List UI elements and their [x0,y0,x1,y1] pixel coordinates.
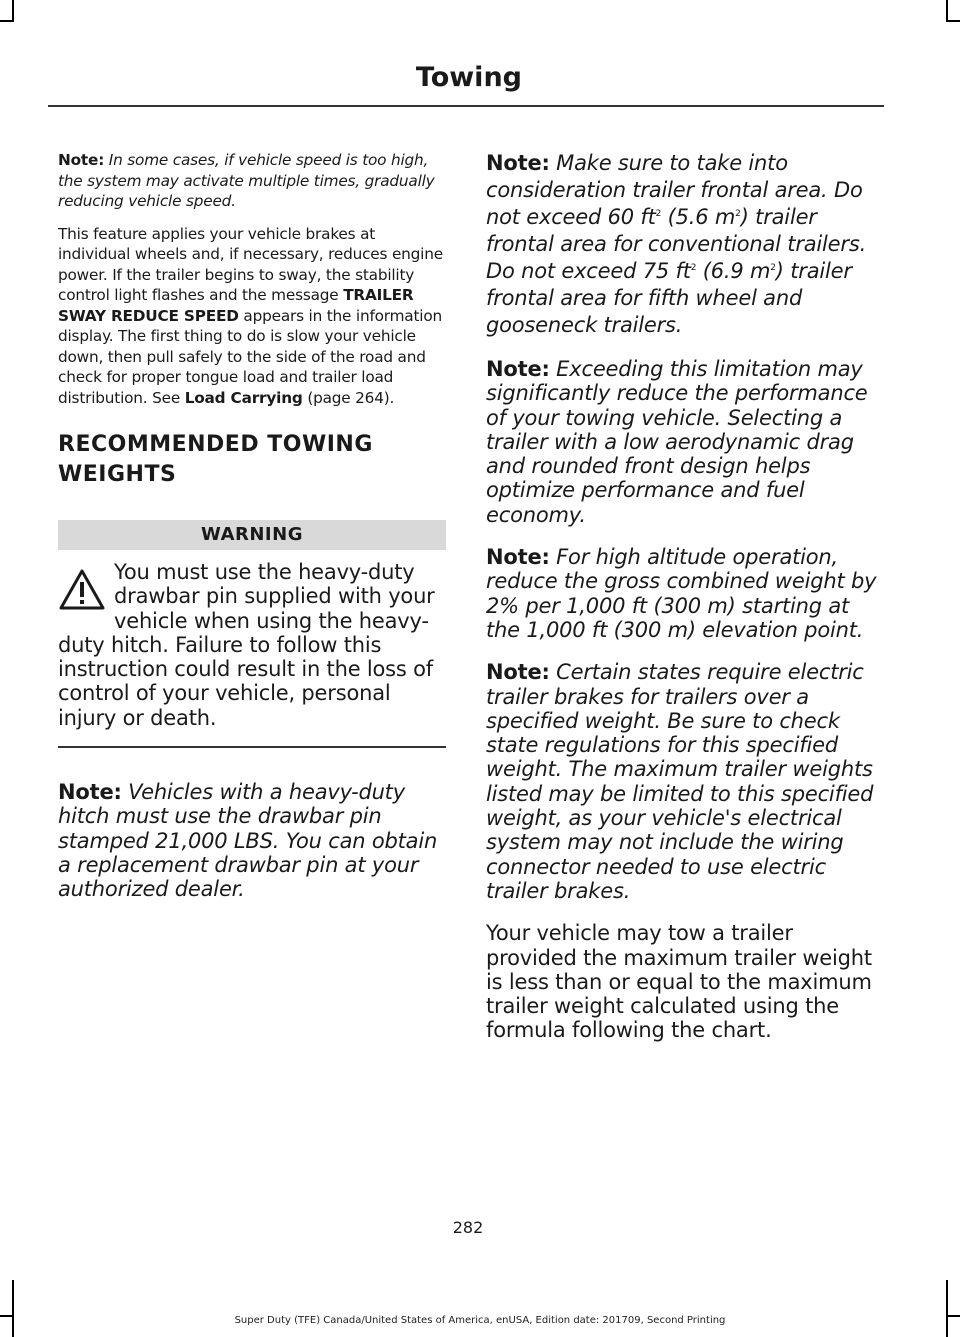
note-text: ) trailer frontal area for fifth wheel and gooseneck trailers. [486,259,852,337]
note-frontal-area [486,150,882,339]
page-reference: (page 264). [302,388,395,407]
note-text: Make sure to take into consideration trailer frontal area. Do not exceed 60 ft [486,151,863,229]
note-electric-brakes [486,660,882,903]
warning-triangle-icon [58,568,106,612]
note-text: (5.6 m [661,205,736,229]
crop-mark [946,20,960,22]
note-label: Note: [486,545,550,570]
note-altitude [486,545,882,642]
note-label: Note: [58,151,105,169]
warning-title: WARNING [58,520,446,550]
crop-mark [12,1280,14,1337]
superscript: 2 [770,263,776,273]
crop-mark [946,0,948,22]
crop-mark [12,0,14,22]
note-drawbar-pin [58,780,446,901]
note-text: Exceeding this limitation may significantly reduce the performance of your towing vehicle. Selecting a trailer with a low aerodynamic drag and rounded front design helps optimize performance and fuel economy. [486,357,868,527]
paragraph-text: This feature applies your vehicle brakes at individual wheels and, if necessary, reduces engine power. If the trailer begins to sway, the stability control light flashes and the message [58,224,443,304]
left-column [58,150,446,924]
page-number: 282 [452,1218,484,1237]
crop-mark [946,1280,948,1337]
load-carrying-link[interactable]: Load Carrying [184,388,303,407]
note-text: ) trailer frontal area for conventional trailers. Do not exceed 75 ft [486,205,867,283]
note-sway-speed [58,150,446,212]
paragraph-text: appears in the information display. The first thing to do is slow your vehicle down, then pull safely to the side of the road and check for proper tongue load and trailer load distribution. See [58,306,442,407]
right-column [486,150,882,1061]
note-label: Note: [486,660,550,685]
note-text: (6.9 m [696,259,771,283]
note-text: For high altitude operation, reduce the gross combined weight by 2% per 1,000 ft (300 m) starting at the 1,000 ft (300 m) elevation point. [486,545,877,642]
page-title: Towing [415,62,522,93]
note-label: Note: [486,151,550,175]
note-label: Note: [486,357,550,381]
note-body [486,151,866,337]
header-divider [48,105,884,107]
note-text: In some cases, if vehicle speed is too high, the system may activate multiple times, gradually reducing vehicle speed. [58,151,435,210]
section-heading: RECOMMENDED TOWING WEIGHTS [58,432,373,487]
superscript: 2 [690,263,697,273]
crop-mark [0,20,14,22]
note-aerodynamic [486,357,882,527]
tow-capacity-paragraph: Your vehicle may tow a trailer provided the maximum trailer weight is less than or equal to the maximum trailer weight calculated using the formula following the chart. [486,921,872,1043]
warning-box [58,560,446,748]
superscript: 2 [655,209,662,219]
note-text: Certain states require electric trailer brakes for trailers over a specified weight. Be sure to check state regulations for this specified weight. The maximum trailer weights listed may be limited to this specified weight, as your vehicle's electrical system may not include the wiring connector needed to use electric trailer brakes. [486,660,874,903]
note-label: Note: [58,780,122,805]
note-text: Vehicles with a heavy-duty hitch must use the drawbar pin stamped 21,000 LBS. You can obtain a replacement drawbar pin at your authorized dealer. [58,780,438,902]
warning-text: You must use the heavy-duty drawbar pin supplied with your vehicle when using the heavy-duty hitch. Failure to follow this instruction could result in the loss of control of your vehicle, personal injury or death. [58,560,435,730]
sway-control-paragraph [58,224,446,409]
display-message: TRAILER SWAY REDUCE SPEED [58,286,414,325]
superscript: 2 [735,209,741,219]
footer-edition: Super Duty (TFE) Canada/United States of America, enUSA, Edition date: 201709, Second Printing [234,1315,726,1326]
